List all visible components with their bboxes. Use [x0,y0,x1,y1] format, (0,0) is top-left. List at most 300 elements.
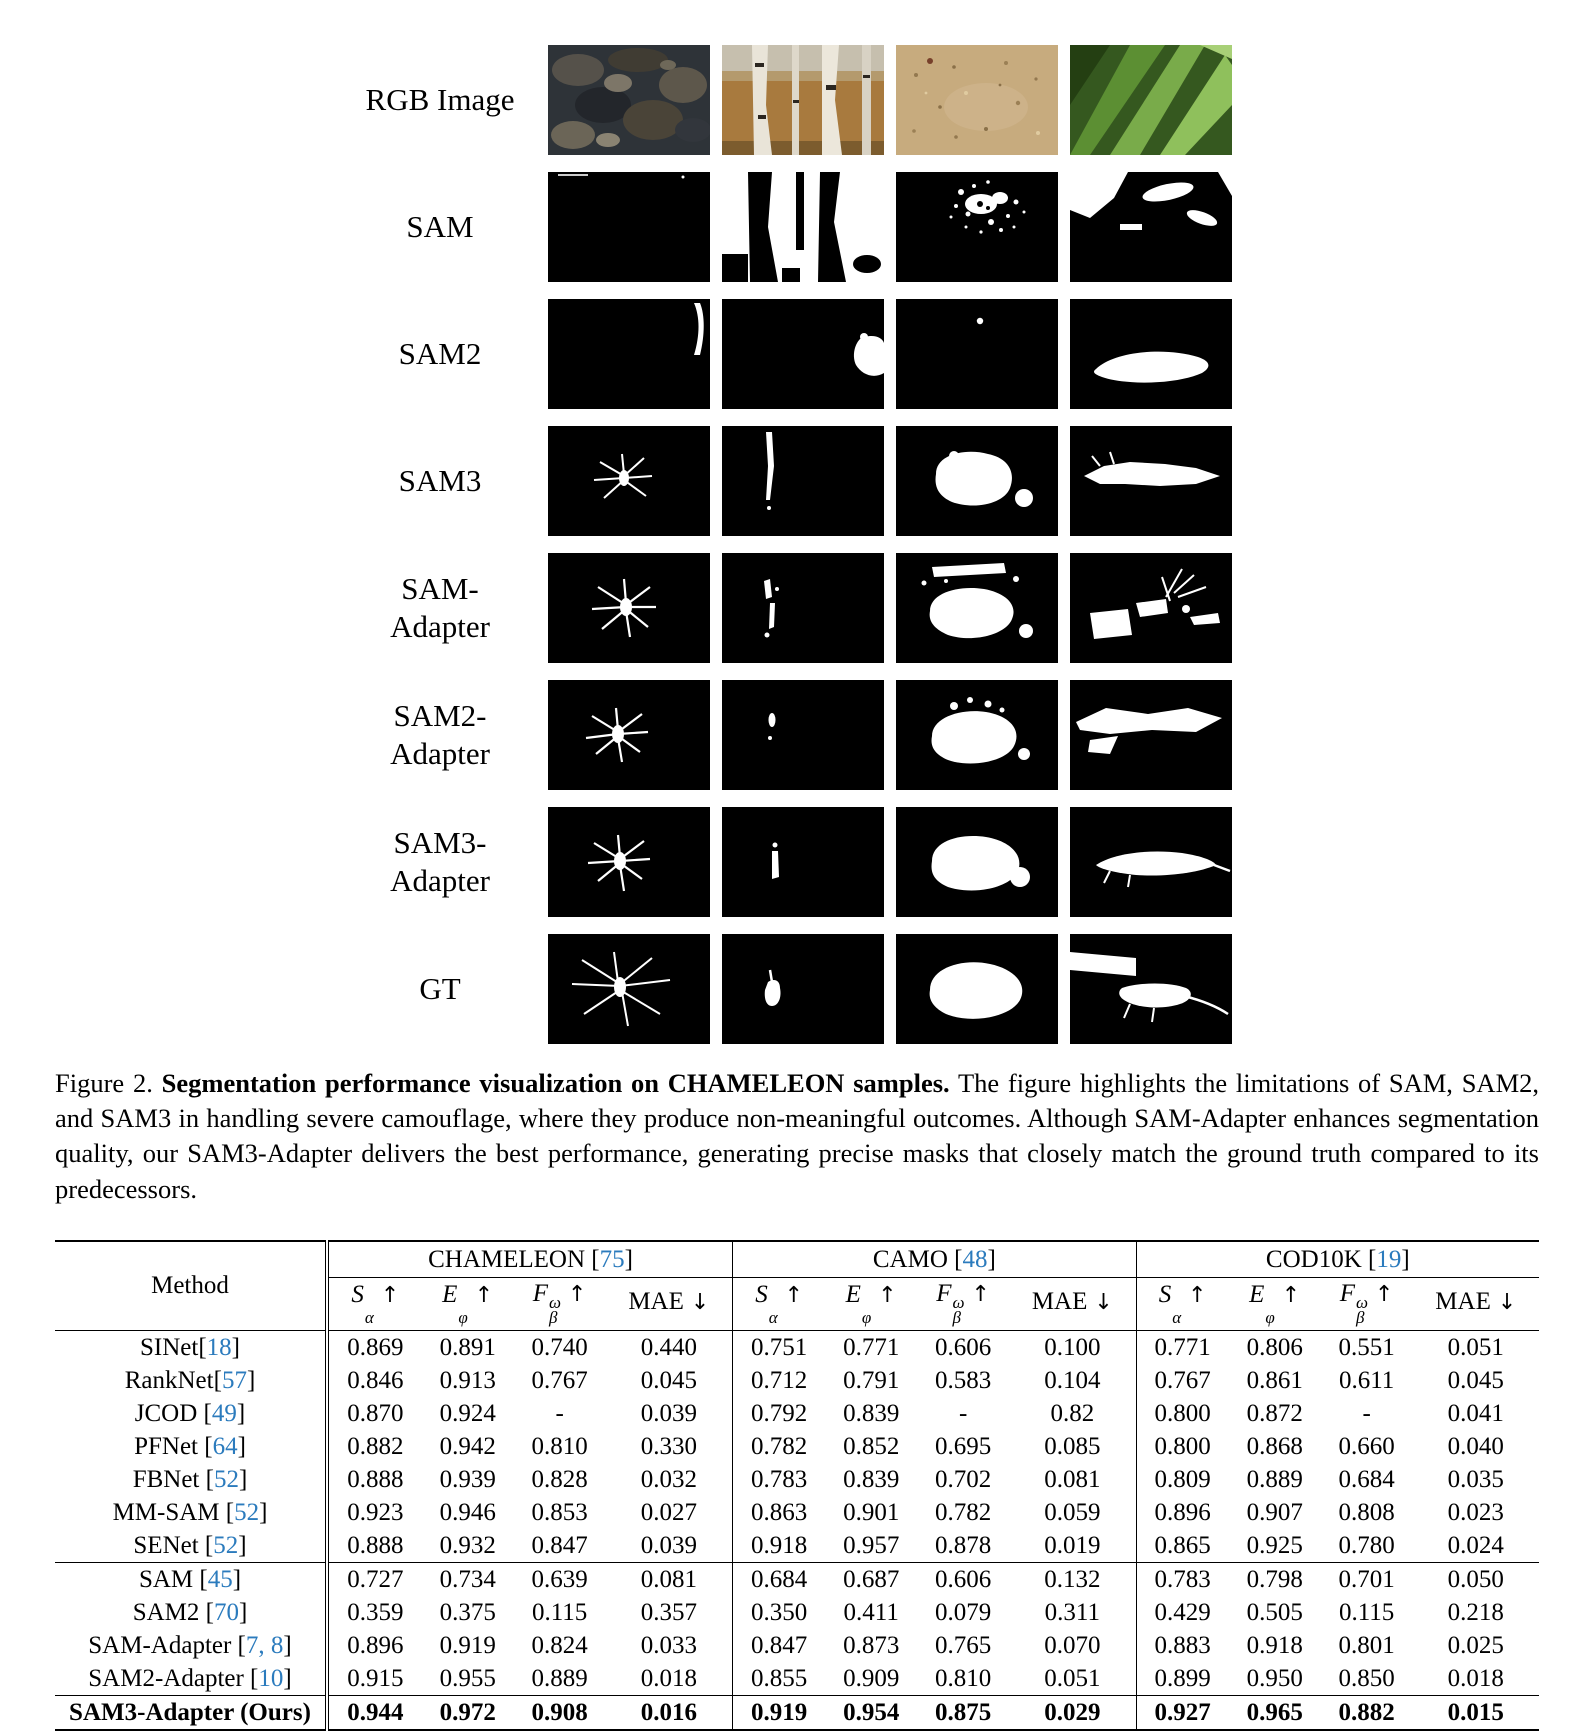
metric-value: 0.839 [843,1399,900,1427]
metric-value: 0.908 [514,1696,606,1731]
metric-value: 0.311 [1044,1598,1100,1626]
row-label-sam3 [332,462,548,500]
mask-graphic [1070,680,1232,790]
metric-value: 0.809 [1136,1463,1229,1496]
metric-value: 0.687 [825,1563,917,1597]
metric-value: 0.868 [1246,1432,1303,1460]
row-label-line1: GT [419,971,461,1007]
metric-value: 0.850 [1338,1664,1395,1692]
metric-subscript [364,1294,374,1327]
metric-symbol: F [1339,1280,1356,1307]
row-label-line1: RGB Image [365,82,515,118]
metric-value: 0.104 [1044,1366,1101,1394]
metric-value: 0.852 [843,1432,900,1460]
metric-value: 0.085 [1044,1432,1101,1460]
metric-value: 0.782 [935,1498,992,1526]
metric-header [733,1277,826,1331]
mask-sam3-adapter-col2 [722,807,884,917]
metric-value: 0.882 [347,1432,404,1460]
metric-value: 0.888 [347,1531,404,1559]
metric-value: 0.800 [1136,1430,1229,1463]
metric-value: 0.965 [1229,1696,1321,1731]
metric-value: 0.946 [439,1498,496,1526]
citation-ref[interactable]: 52 [234,1498,260,1526]
metric-value: 0.505 [1246,1598,1303,1626]
metric-value: 0.081 [606,1563,733,1597]
figure-caption [55,1066,1539,1207]
row-label-sam2-adapter [332,697,548,773]
metric-value: 0.847 [531,1531,588,1559]
metric-subscript [1265,1294,1275,1327]
table-row [55,1430,1539,1463]
row-label-sam [332,208,548,246]
metric-value: 0.873 [843,1631,900,1659]
metric-value: 0.712 [733,1364,826,1397]
mask-sam3-adapter-col3 [896,807,1058,917]
metric-sub: α [768,1307,778,1327]
mask-graphic [1070,553,1232,663]
mask-sam2-col1 [548,299,710,409]
rgb-photo-leaves [1070,45,1232,155]
metric-arrow: ↑ [1274,1282,1301,1308]
row-label-line1: SAM2 [398,336,482,372]
metric-value: 0.932 [439,1531,496,1559]
figure-row-sam2 [332,299,1232,409]
metric-value: 0.033 [640,1631,697,1659]
row-label-line2: Adapter [390,863,490,898]
metric-value: 0.702 [935,1465,992,1493]
figure-row-rgb-image [332,45,1232,155]
metric-value: 0.115 [531,1598,588,1626]
metric-value: 0.919 [733,1696,826,1731]
citation-ref[interactable]: 52 [213,1531,239,1559]
metric-value: 0.925 [1246,1531,1303,1559]
mask-graphic [548,680,710,790]
citation-ref[interactable]: 18 [206,1333,232,1361]
results-table-wrap [55,1240,1539,1731]
figure-row-sam2-adapter [332,680,1232,790]
metric-value: 0.330 [640,1432,697,1460]
metric-subscript [952,1293,965,1327]
table-row [55,1463,1539,1496]
mask-graphic [548,934,710,1044]
metric-value: 0.606 [917,1563,1009,1597]
metric-value: 0.035 [1447,1465,1504,1493]
row-label-gt [332,970,548,1008]
metric-value: 0.924 [439,1399,496,1427]
results-table-body [55,1331,1539,1731]
metric-sub: β [1356,1308,1365,1327]
metric-value: 0.783 [733,1463,826,1496]
mask-sam3-col1 [548,426,710,536]
mask-graphic [1070,172,1232,282]
metric-value: 0.872 [1246,1399,1303,1427]
metric-subscript [458,1294,468,1327]
rgb-photo-sand [896,45,1058,155]
citation-ref[interactable]: 75 [599,1246,625,1273]
method-name: SENet [52] [55,1529,327,1563]
metric-arrow: ↑ [777,1282,804,1308]
metric-value: 0.810 [531,1432,588,1460]
metric-value: 0.765 [935,1631,992,1659]
dataset-group-header: CAMO [48] [733,1241,1137,1277]
metric-value: 0.039 [640,1531,697,1559]
table-row [55,1629,1539,1662]
metric-value: 0.019 [1044,1531,1101,1559]
rgb-photo-birch-forest [722,45,884,155]
metric-value: 0.684 [1338,1465,1395,1493]
row-label-line1: SAM- [401,571,479,607]
metric-value: 0.684 [733,1563,826,1597]
metric-header [1321,1277,1413,1331]
figure-caption-title: Segmentation performance visualization on CHAMELEON samples. [161,1068,950,1098]
metric-symbol: S [1158,1280,1172,1308]
dataset-group-header: CHAMELEON [75] [327,1241,733,1277]
mask-graphic [1070,299,1232,409]
method-name: SINet[18] [55,1331,327,1365]
citation-ref[interactable]: 57 [221,1366,247,1394]
metric-value: 0.783 [1136,1563,1229,1597]
mask-graphic [722,553,884,663]
metric-value: 0.359 [347,1598,404,1626]
mask-graphic [548,807,710,917]
metric-value: 0.375 [439,1598,496,1626]
metric-value: 0.018 [640,1664,697,1692]
citation-ref[interactable]: 49 [211,1399,237,1427]
metric-value: 0.411 [843,1598,899,1626]
mask-graphic [896,934,1058,1044]
metric-value: 0.551 [1338,1333,1395,1361]
row-label-rgb-image [332,81,548,119]
metric-value: 0.015 [1413,1696,1539,1731]
metric-value: 0.882 [1321,1696,1413,1731]
method-name: SAM2 [70] [55,1596,327,1629]
metric-value: 0.923 [347,1498,404,1526]
citation-ref[interactable]: 64 [212,1432,238,1460]
metric-value: 0.889 [1246,1465,1303,1493]
mask-graphic [548,426,710,536]
metric-sub: β [549,1308,558,1327]
metric-value: - [555,1399,564,1427]
metric-value: 0.701 [1321,1563,1413,1597]
mask-sam2-adapter-col3 [896,680,1058,790]
mask-graphic [1070,934,1232,1044]
metric-value: 0.950 [1246,1664,1303,1692]
metric-value: 0.027 [640,1498,697,1526]
metric-symbol: MAE [1435,1288,1491,1315]
table-row [55,1331,1539,1365]
metric-value: - [958,1399,968,1427]
metric-value: 0.767 [1136,1364,1229,1397]
metric-value: 0.919 [439,1631,496,1659]
metric-value: 0.429 [1136,1596,1229,1629]
metric-value: 0.357 [640,1598,697,1626]
metric-value: 0.847 [733,1629,826,1662]
birch-forest-graphic [722,45,884,155]
mask-graphic [896,680,1058,790]
metric-value: 0.771 [1136,1331,1229,1365]
results-table-head [55,1241,1539,1331]
figure-row-sam-adapter [332,553,1232,663]
metric-value: 0.808 [1338,1498,1395,1526]
mask-sam3-col2 [722,426,884,536]
metric-value: 0.115 [1338,1598,1395,1626]
metric-value: 0.782 [733,1430,826,1463]
metric-header [1413,1277,1539,1331]
metric-symbol: MAE [1031,1288,1088,1315]
method-name: SAM2-Adapter [10] [55,1662,327,1696]
metric-value: 0.024 [1447,1531,1504,1559]
mask-graphic [548,299,710,409]
figure-row-sam3 [332,426,1232,536]
mask-sam3-col4 [1070,426,1232,536]
metric-header [825,1277,917,1331]
method-name: SAM3-Adapter (Ours) [55,1696,327,1731]
metric-header [1229,1277,1321,1331]
metric-value: 0.081 [1044,1465,1101,1493]
metric-value: 0.798 [1229,1563,1321,1597]
metric-symbol: F [936,1280,952,1307]
citation-ref[interactable]: 45 [207,1565,233,1593]
mask-sam-adapter-col1 [548,553,710,663]
mask-sam2-col3 [896,299,1058,409]
sand-texture-graphic [896,45,1058,155]
mask-graphic [722,680,884,790]
table-row [55,1596,1539,1629]
metric-value: 0.901 [843,1498,900,1526]
table-row [55,1529,1539,1563]
metric-value: 0.913 [439,1366,496,1394]
metric-value: 0.079 [935,1598,992,1626]
metric-value: 0.025 [1447,1631,1504,1659]
mask-graphic [722,172,884,282]
mask-graphic [548,172,710,282]
citation-ref[interactable]: 7, 8 [245,1631,284,1659]
metric-symbol: S [351,1280,364,1308]
metric-value: 0.639 [514,1563,606,1597]
metric-value: 0.023 [1447,1498,1504,1526]
metric-symbol: E [1249,1280,1265,1308]
metric-subscript [861,1294,872,1327]
row-label-line2: Adapter [390,736,490,771]
rgb-photo-rock [548,45,710,155]
mask-sam3-adapter-col1 [548,807,710,917]
metric-value: 0.888 [347,1465,404,1493]
metric-sub: φ [458,1307,468,1327]
metric-value: 0.051 [1447,1333,1504,1361]
metric-value: 0.955 [439,1664,496,1692]
metric-value: 0.791 [843,1366,900,1394]
mask-graphic [1070,426,1232,536]
metric-header [422,1277,514,1331]
metric-arrow: ↑ [1368,1282,1394,1307]
metric-value: 0.740 [531,1333,588,1361]
mask-sam-adapter-col3 [896,553,1058,663]
metric-symbol: MAE [628,1288,684,1315]
metric-sup: ω [1356,1293,1369,1312]
metric-value: 0.806 [1246,1333,1303,1361]
method-name: JCOD [49] [55,1397,327,1430]
metric-sub: β [952,1308,961,1327]
method-name: SAM [45] [55,1563,327,1597]
mask-graphic [548,553,710,663]
method-name: SAM-Adapter [7, 8] [55,1629,327,1662]
metric-value: 0.972 [422,1696,514,1731]
metric-value: 0.041 [1447,1399,1504,1427]
metric-value: 0.727 [327,1563,422,1597]
metric-sup: ω [549,1293,562,1312]
metric-subscript [549,1293,562,1327]
mask-sam3-adapter-col4 [1070,807,1232,917]
metric-subscript [768,1294,778,1327]
metric-subscript [1356,1293,1369,1327]
method-name: RankNet[57] [55,1364,327,1397]
mask-graphic [896,553,1058,663]
metric-value: 0.954 [825,1696,917,1731]
mask-sam-col4 [1070,172,1232,282]
metric-value: 0.861 [1246,1366,1303,1394]
metric-arrow: ↑ [561,1282,587,1307]
row-label-sam2 [332,335,548,373]
metric-value: 0.751 [733,1331,826,1365]
metric-arrow: ↓ [1490,1290,1517,1315]
metric-sub: φ [861,1307,872,1327]
mask-graphic [722,807,884,917]
metric-value: 0.915 [347,1664,404,1692]
metric-header [1009,1277,1136,1331]
metric-arrow: ↑ [964,1282,990,1307]
table-row [55,1563,1539,1597]
table-row [55,1496,1539,1529]
metric-symbol: S [755,1280,768,1308]
metric-value: 0.853 [531,1498,588,1526]
metric-value: 0.942 [439,1432,496,1460]
metric-sub: α [1172,1307,1182,1327]
metric-value: 0.899 [1136,1662,1229,1696]
mask-sam-col3 [896,172,1058,282]
mask-sam-adapter-col2 [722,553,884,663]
mask-gt-col3 [896,934,1058,1044]
mask-graphic [896,299,1058,409]
metric-value: 0.801 [1338,1631,1395,1659]
table-row [55,1696,1539,1731]
metric-sub: α [364,1307,374,1327]
mask-sam2-adapter-col1 [548,680,710,790]
metric-value: 0.695 [935,1432,992,1460]
metric-value: 0.875 [917,1696,1009,1731]
metric-value: 0.039 [640,1399,697,1427]
metric-value: 0.909 [843,1664,900,1692]
mask-gt-col2 [722,934,884,1044]
metric-header [327,1277,422,1331]
metric-value: 0.918 [1246,1631,1303,1659]
metric-value: 0.767 [531,1366,588,1394]
mask-graphic [722,426,884,536]
metric-header [1136,1277,1229,1331]
row-label-line1: SAM [406,209,474,245]
metric-subscript [1172,1294,1182,1327]
metric-value: 0.82 [1050,1399,1095,1427]
metric-value: 0.800 [1136,1397,1229,1430]
metric-value: 0.050 [1413,1563,1539,1597]
metric-value: 0.045 [1447,1366,1504,1394]
metric-value: 0.018 [1447,1664,1504,1692]
mask-graphic [896,807,1058,917]
metric-symbol: E [442,1280,458,1308]
mask-gt-col4 [1070,934,1232,1044]
citation-ref[interactable]: 70 [213,1598,239,1626]
metric-value: 0.583 [935,1366,992,1394]
metric-value: 0.869 [347,1333,404,1361]
figure-row-sam3-adapter [332,807,1232,917]
mask-graphic [722,299,884,409]
metric-value: 0.070 [1044,1631,1101,1659]
citation-ref[interactable]: 19 [1376,1246,1402,1273]
metric-value: 0.132 [1009,1563,1136,1597]
mask-sam-col2 [722,172,884,282]
metric-header [917,1277,1009,1331]
metric-value: 0.611 [1338,1366,1395,1394]
figure-caption-label: Figure 2. [55,1068,153,1098]
citation-ref[interactable]: 10 [258,1664,284,1692]
metric-value: 0.846 [347,1366,404,1394]
metric-value: 0.059 [1044,1498,1101,1526]
results-table [55,1240,1539,1731]
metric-value: 0.660 [1338,1432,1395,1460]
metric-value: 0.863 [733,1496,826,1529]
mask-sam2-col2 [722,299,884,409]
metric-value: - [1362,1399,1371,1427]
metric-sub: φ [1265,1307,1275,1327]
mask-graphic [1070,807,1232,917]
dataset-group-header: COD10K [19] [1136,1241,1539,1277]
metric-value: 0.855 [733,1662,826,1696]
citation-ref[interactable]: 52 [213,1465,239,1493]
figure-caption-body: The figure highlights the limitations of SAM, SAM2, and SAM3 in handling severe camouflage, where they produce non-meaningful outcomes. Although SAM-Adapter enhances segmentation quality, our SAM3-Adapter delivers the best performance, generating precise masks that closely match the ground truth compared to its predecessors. [55,1068,1540,1204]
metric-header [606,1277,733,1331]
metric-value: 0.878 [935,1531,992,1559]
mask-graphic [896,426,1058,536]
metric-arrow: ↓ [1087,1290,1113,1315]
metric-value: 0.883 [1136,1629,1229,1662]
metric-value: 0.907 [1246,1498,1303,1526]
metric-value: 0.918 [733,1529,826,1563]
metric-arrow: ↑ [871,1282,897,1308]
row-label-line1: SAM3- [393,825,487,861]
metric-value: 0.944 [327,1696,422,1731]
metric-value: 0.824 [531,1631,588,1659]
metric-value: 0.029 [1009,1696,1136,1731]
table-header-row-groups [55,1241,1539,1277]
metric-arrow: ↑ [1181,1282,1207,1308]
metric-value: 0.440 [640,1333,697,1361]
row-label-sam-adapter [332,570,548,646]
metric-symbol: F [532,1280,549,1307]
figure-row-sam [332,172,1232,282]
metric-symbol: E [845,1280,861,1308]
table-row [55,1397,1539,1430]
metric-value: 0.032 [640,1465,697,1493]
mask-sam-col1 [548,172,710,282]
metric-value: 0.016 [606,1696,733,1731]
metric-value: 0.891 [439,1333,496,1361]
citation-ref[interactable]: 48 [962,1246,988,1273]
figure-row-gt [332,934,1232,1044]
mask-sam3-col3 [896,426,1058,536]
metric-value: 0.865 [1136,1529,1229,1563]
row-label-line1: SAM3 [398,463,482,499]
metric-value: 0.792 [733,1397,826,1430]
